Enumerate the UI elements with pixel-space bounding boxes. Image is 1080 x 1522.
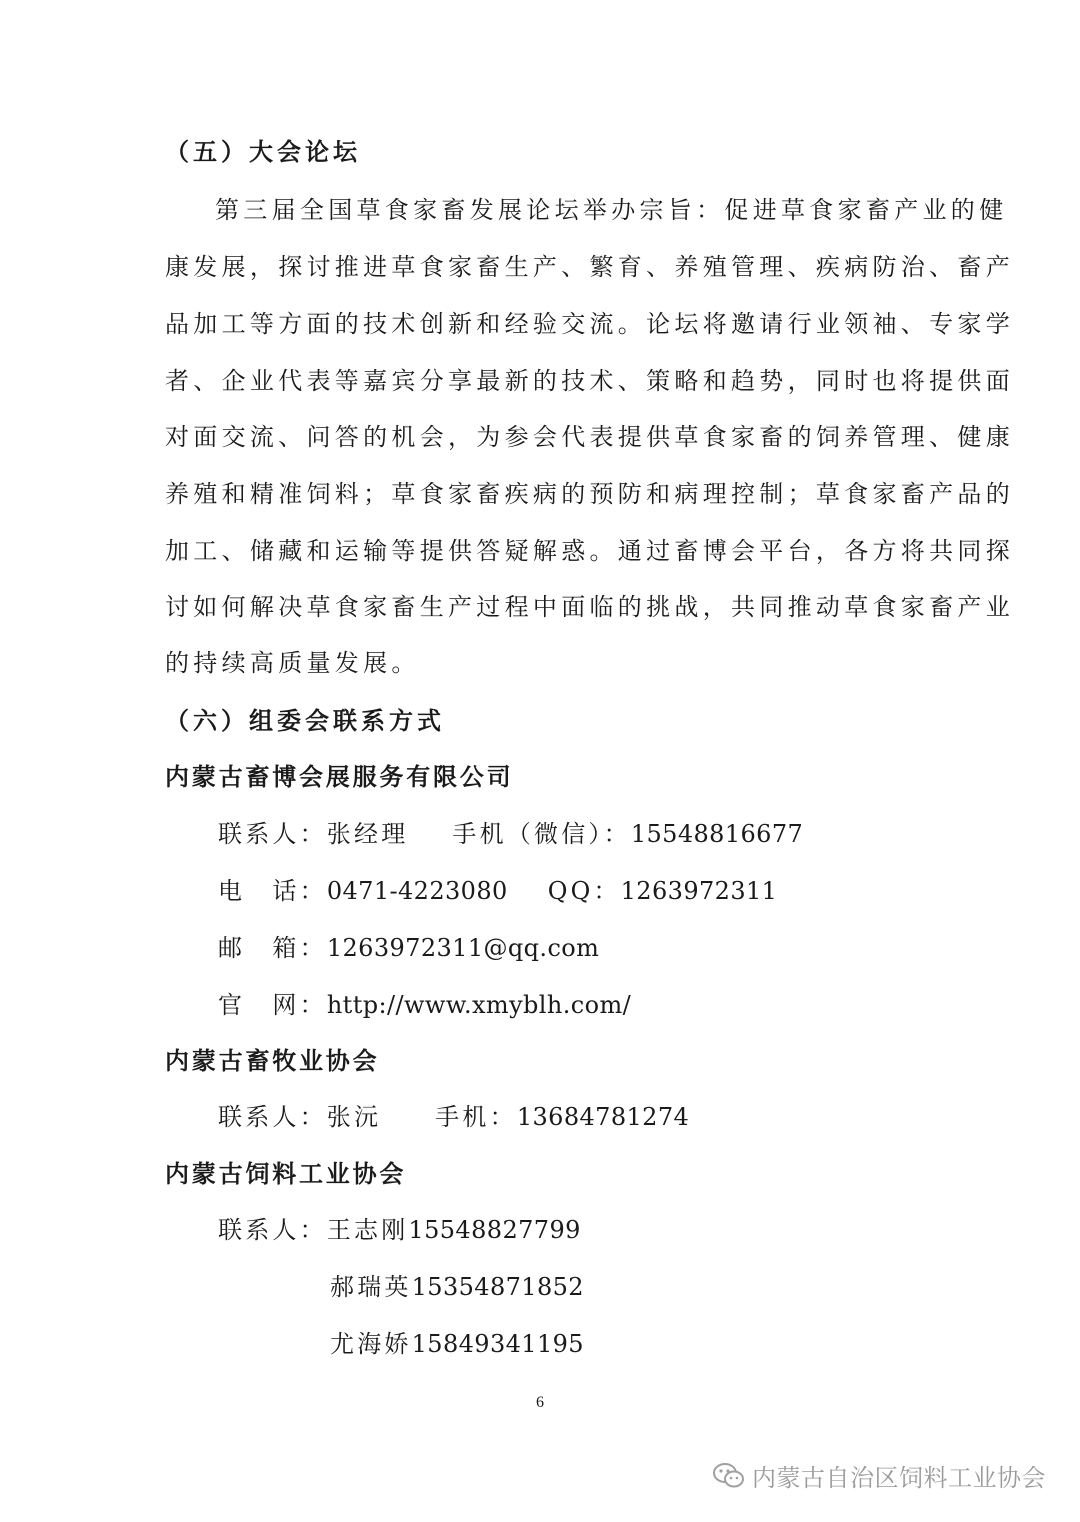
contact-person: 联系人：张沅 xyxy=(218,1103,382,1131)
phone-row xyxy=(218,876,777,906)
company-name: 内蒙古畜博会展服务有限公司 xyxy=(165,762,514,791)
company-name: 内蒙古饲料工业协会 xyxy=(165,1159,407,1188)
company-name: 内蒙古畜牧业协会 xyxy=(165,1046,380,1075)
paragraph-line: 者、企业代表等嘉宾分享最新的技术、策略和趋势，同时也将提供面 xyxy=(165,367,1014,395)
qq-number: 1263972311 xyxy=(620,877,778,905)
contact-name: 王志刚 xyxy=(326,1216,409,1244)
paragraph-line: 第三届全国草食家畜发展论坛举办宗旨：促进草食家畜产业的健 xyxy=(215,196,1008,224)
phone-label: 电 话： xyxy=(218,877,327,905)
contact-row xyxy=(218,819,803,849)
contact-phone: 15354871852 xyxy=(411,1273,584,1301)
paragraph-line: 康发展，探讨推进草食家畜生产、繁育、养殖管理、疾病防治、畜产 xyxy=(165,253,1014,281)
paragraph-line: 养殖和精准饲料；草食家畜疾病的预防和病理控制；草食家畜产品的 xyxy=(165,480,1014,508)
email-address: 1263972311@qq.com xyxy=(326,934,600,962)
contact-label: 联系人： xyxy=(218,1216,327,1244)
paragraph-line: 加工、储藏和运输等提供答疑解惑。通过畜博会平台，各方将共同探 xyxy=(165,537,1014,565)
contact-phone: 15849341195 xyxy=(411,1330,584,1358)
contact-person: 联系人：张经理 xyxy=(218,820,409,848)
section-heading-forum: （五）大会论坛 xyxy=(165,137,361,166)
email-row xyxy=(218,933,599,963)
page-number: 6 xyxy=(536,1394,544,1411)
qq-label: QQ： xyxy=(547,877,621,905)
phone-number: 0471-4223080 xyxy=(326,877,508,905)
mobile-label: 手机： xyxy=(435,1103,517,1131)
website-url: http://www.xmyblh.com/ xyxy=(326,991,632,1019)
contact-row xyxy=(218,1215,581,1245)
contact-row xyxy=(330,1329,584,1359)
paragraph-line: 品加工等方面的技术创新和经验交流。论坛将邀请行业领袖、专家学 xyxy=(165,310,1014,338)
wechat-icon xyxy=(712,1461,746,1491)
watermark-text: 内蒙古自治区饲料工业协会 xyxy=(752,1464,1046,1492)
email-label: 邮 箱： xyxy=(218,934,327,962)
contact-row xyxy=(330,1272,584,1302)
mobile-label: 手机（微信）： xyxy=(452,820,631,848)
contact-name: 郝瑞英 xyxy=(330,1273,412,1301)
paragraph-line: 对面交流、问答的机会，为参会代表提供草食家畜的饲养管理、健康 xyxy=(165,423,1014,451)
website-row xyxy=(218,990,631,1020)
mobile-number: 15548816677 xyxy=(630,820,804,848)
contact-phone: 15548827799 xyxy=(408,1216,581,1244)
mobile-number: 13684781274 xyxy=(516,1103,690,1131)
section-heading-contact: （六）组委会联系方式 xyxy=(165,706,445,735)
contact-row xyxy=(218,1102,689,1132)
paragraph-line: 讨如何解决草食家畜生产过程中面临的挑战，共同推动草食家畜产业 xyxy=(165,593,1014,621)
watermark xyxy=(712,1458,1046,1493)
contact-name: 尤海娇 xyxy=(330,1330,412,1358)
website-label: 官 网： xyxy=(218,991,327,1019)
paragraph-line: 的持续高质量发展。 xyxy=(165,649,420,677)
